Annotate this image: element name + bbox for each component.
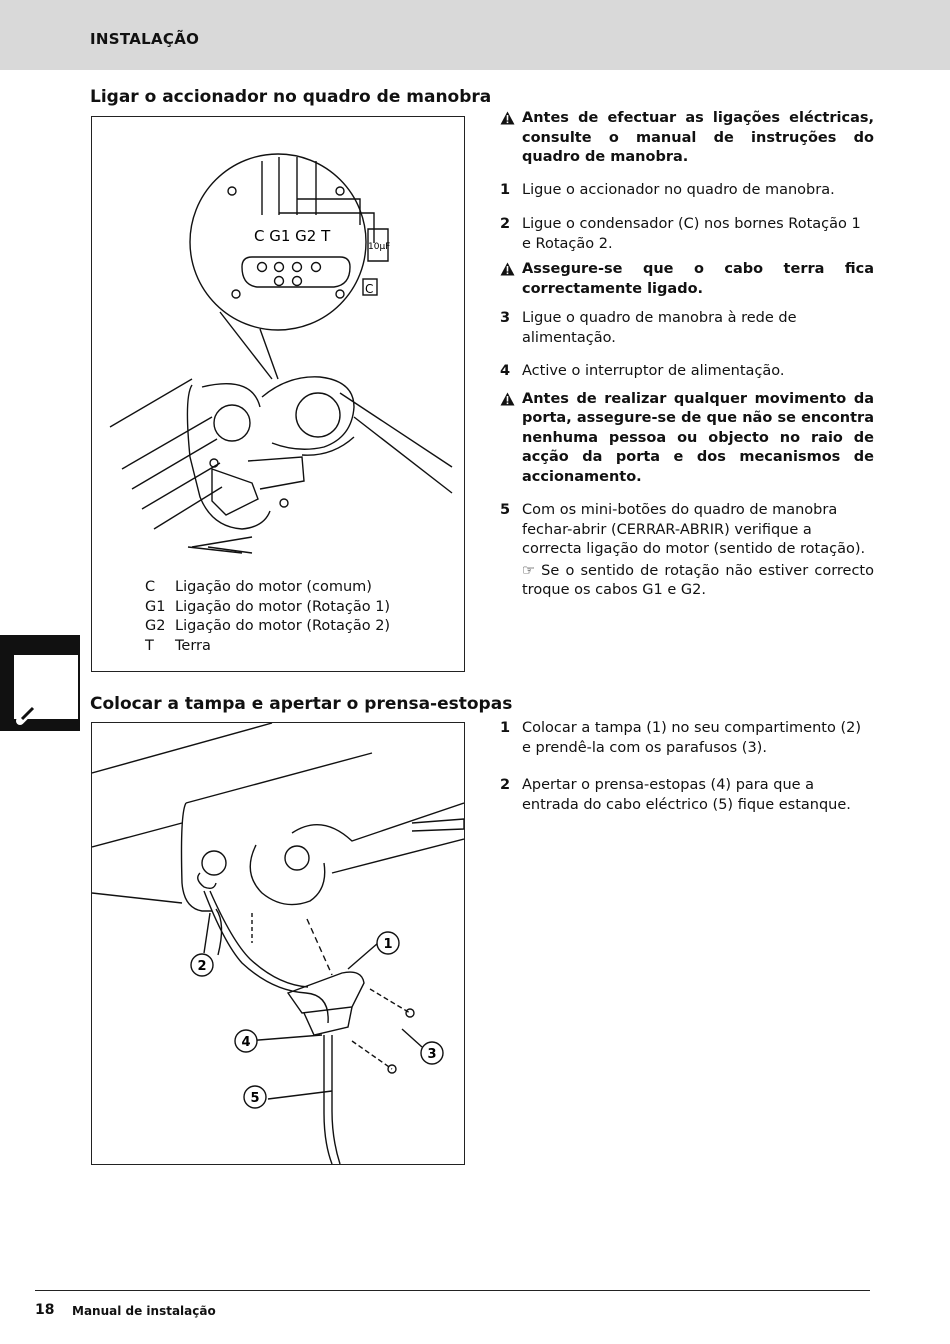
callout-4: 4 (241, 1035, 251, 1050)
cover-figure (91, 722, 465, 1165)
section1-instructions (500, 109, 874, 601)
screwdriver-icon (0, 635, 80, 731)
step-item: 3 Ligue o quadro de manobra à rede de alimentação. (500, 310, 797, 346)
footer-divider (35, 1290, 870, 1291)
callout-3: 3 (427, 1047, 437, 1062)
section-header: INSTALAÇÃO (90, 30, 200, 48)
footer-label: Manual de instalação (72, 1304, 216, 1318)
step-item: 4 Active o interruptor de alimentação. (500, 363, 785, 379)
callout-2: 2 (197, 959, 207, 974)
legend (145, 578, 390, 656)
step-item: 5 Com os mini-botões do quadro de manobra fechar-abrir (CERRAR-ABRIR) verifique a correcta ligação do motor (sentido de rotação). (500, 502, 866, 557)
callout-1: 1 (383, 937, 393, 952)
warning-icon (500, 392, 515, 406)
legend-row: G2 Ligação do motor (Rotação 2) (145, 618, 391, 634)
warning-block: Assegure-se que o cabo terra fica correctamente ligado. (500, 260, 874, 299)
callout-5: 5 (250, 1091, 260, 1106)
section2-instructions (500, 719, 874, 815)
legend-row: C Ligação do motor (comum) (145, 579, 372, 595)
warning-icon (500, 262, 515, 276)
legend-row: T Terra (145, 637, 211, 654)
page-number: 18 (35, 1302, 55, 1318)
step-item: 2 Ligue o condensador (C) nos bornes Rotação 1 e Rotação 2. (500, 216, 861, 252)
warning-icon (500, 111, 515, 125)
warning-block: Antes de efectuar as ligações eléctricas, consulte o manual de instruções do quadro de manobra. (500, 109, 874, 168)
pointing-hand-icon: ☞ (522, 562, 535, 579)
section2-title: Colocar a tampa e apertar o prensa-estopas (90, 694, 513, 714)
step-item: 2 Apertar o prensa-estopas (4) para que a entrada do cabo eléctrico (5) fique estanque. (500, 777, 851, 813)
side-tab (0, 635, 80, 731)
cover-illustration (92, 723, 464, 1164)
legend-row: G1 Ligação do motor (Rotação 1) (145, 598, 391, 615)
warning-block: Antes de realizar qualquer movimento da porta, assegure-se de que não se encontra nenhuma pessoa ou objecto no raio de acção da porta e dos mecanismos de accionamento. (500, 390, 874, 488)
section1-title: Ligar o accionador no quadro de manobra (90, 87, 492, 107)
terminal-labels: C G1 G2 T (254, 227, 331, 245)
note-block: ☞ Se o sentido de rotação não estiver correcto troque os cabos G1 e G2. (522, 562, 874, 598)
capacitor-label: 10µF (368, 242, 391, 252)
step-item: 1 Ligue o accionador no quadro de manobra. (500, 181, 835, 198)
c-tag-label: C (365, 282, 374, 296)
step-item: 1 Colocar a tampa (1) no seu compartimento (2) e prendê-la com os parafusos (3). (500, 720, 861, 756)
